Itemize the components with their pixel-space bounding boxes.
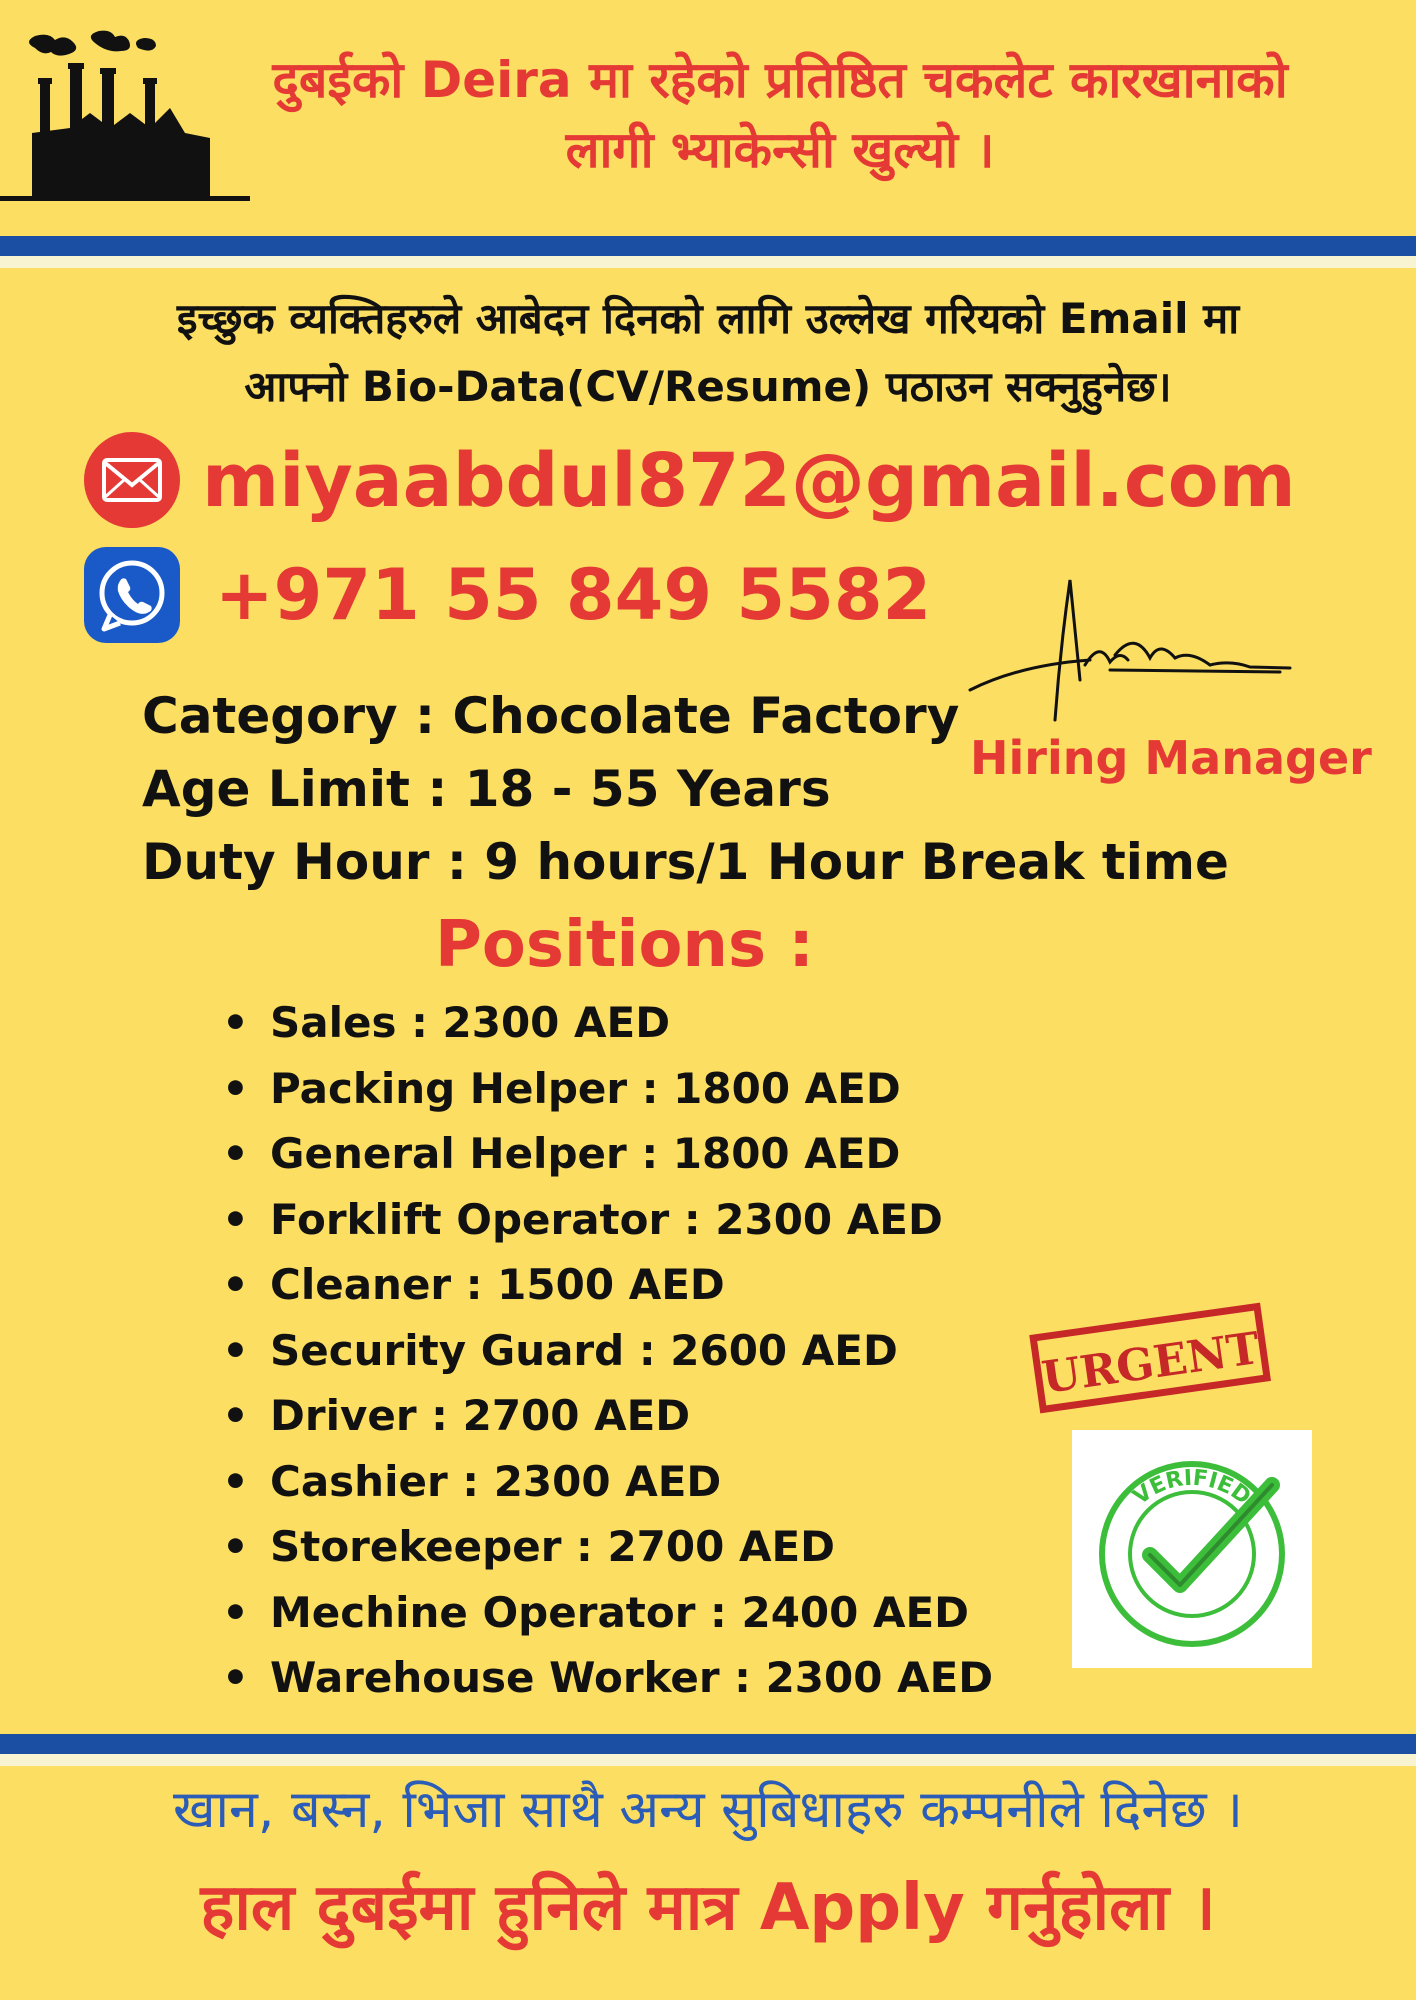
envelope-icon — [82, 430, 182, 530]
whatsapp-phone-icon — [82, 545, 182, 645]
bottom-divider — [0, 1734, 1416, 1766]
list-item: • Security Guard : 2600 AED — [222, 1318, 993, 1384]
duty-hour-line: Duty Hour : 9 hours/1 Hour Break time — [142, 833, 1229, 891]
intro-line1: इच्छुक व्यक्तिहरुले आबेदन दिनको लागि उल्लेख गरियको Email मा — [176, 294, 1240, 343]
positions-list — [222, 990, 993, 1711]
list-item: • General Helper : 1800 AED — [222, 1121, 993, 1187]
list-item: • Driver : 2700 AED — [222, 1383, 993, 1449]
hiring-manager-label: Hiring Manager — [970, 731, 1372, 785]
svg-text:URGENT: URGENT — [1038, 1322, 1263, 1404]
svg-text:VERIFIED: VERIFIED — [1128, 1465, 1256, 1510]
list-item: • Forklift Operator : 2300 AED — [222, 1187, 993, 1253]
benefits-note: खान, बस्न, भिजा साथै अन्य सुबिधाहरु कम्पनीले दिनेछ । — [173, 1780, 1243, 1840]
category-line: Category : Chocolate Factory — [142, 687, 960, 745]
intro-line2: आफ्नो Bio-Data(CV/Resume) पठाउन सक्नुहुनेछ। — [244, 362, 1172, 411]
urgent-stamp — [1025, 1300, 1275, 1415]
list-item: • Warehouse Worker : 2300 AED — [222, 1645, 993, 1711]
job-details — [142, 680, 1229, 899]
list-item: • Sales : 2300 AED — [222, 990, 993, 1056]
phone-number[interactable]: +971 55 849 5582 — [215, 554, 932, 636]
list-item: • Cleaner : 1500 AED — [222, 1252, 993, 1318]
list-item: • Cashier : 2300 AED — [222, 1449, 993, 1515]
top-divider — [0, 236, 1416, 268]
list-item: • Mechine Operator : 2400 AED — [222, 1580, 993, 1646]
header-title — [180, 45, 1380, 185]
verified-badge — [1072, 1430, 1312, 1668]
positions-title: Positions : — [435, 908, 814, 982]
list-item: • Packing Helper : 1800 AED — [222, 1056, 993, 1122]
list-item: • Storekeeper : 2700 AED — [222, 1514, 993, 1580]
email-address[interactable]: miyaabdul872@gmail.com — [202, 438, 1296, 524]
header-title-line1: दुबईको Deira मा रहेको प्रतिष्ठित चकलेट कारखानाको — [272, 51, 1288, 109]
apply-note: हाल दुबईमा हुनिले मात्र Apply गर्नुहोला । — [200, 1871, 1216, 1945]
intro-text — [40, 285, 1376, 421]
header-title-line2: लागी भ्याकेन्सी खुल्यो । — [565, 121, 995, 179]
verified-check-icon — [1072, 1430, 1312, 1668]
age-limit-line: Age Limit : 18 - 55 Years — [142, 760, 831, 818]
